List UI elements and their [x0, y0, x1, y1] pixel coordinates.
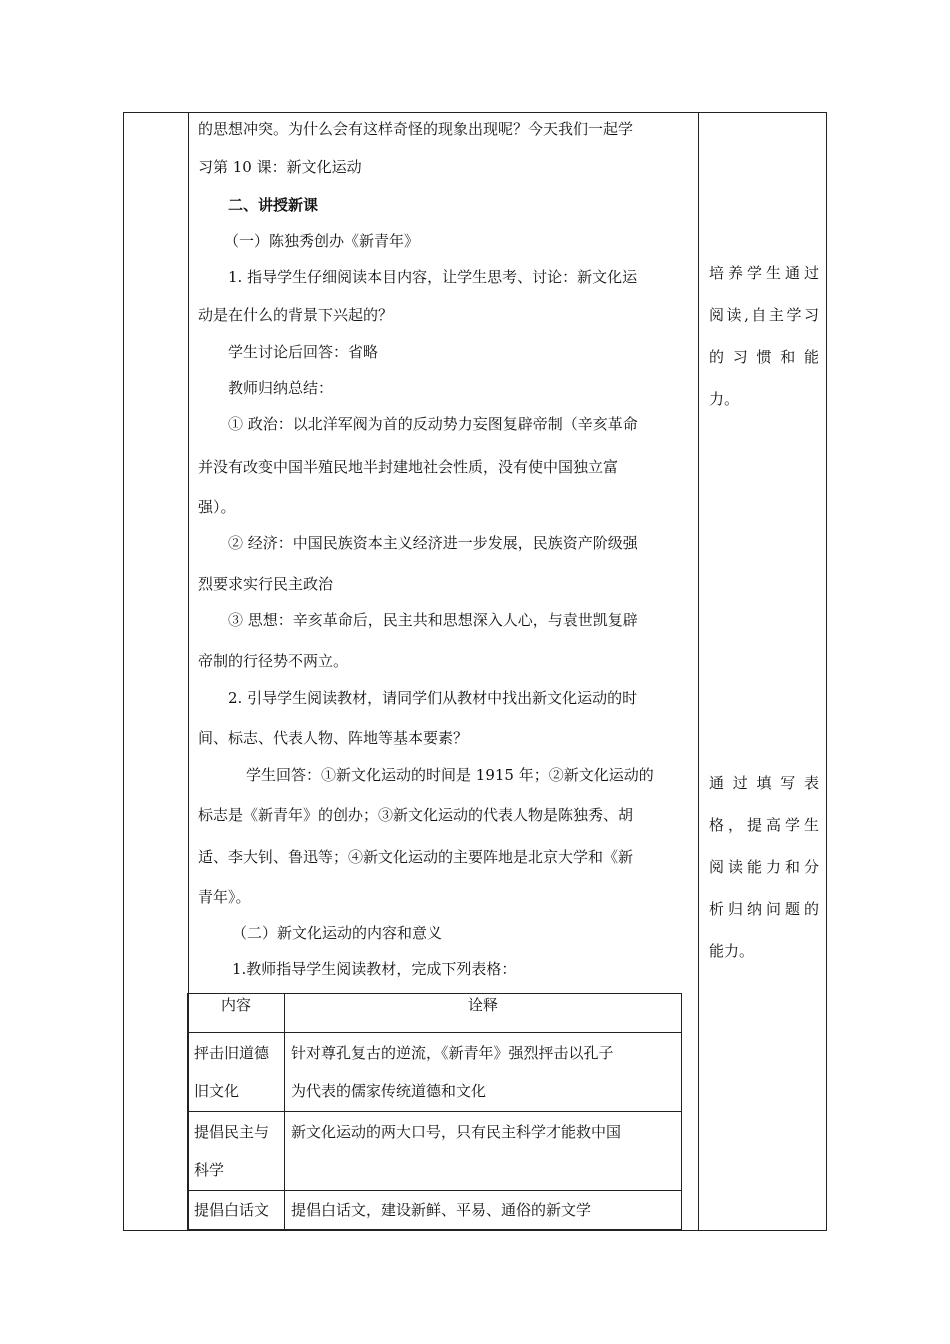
- content-line: 1. 指导学生仔细阅读本目内容，让学生思考、讨论：新文化运: [228, 268, 638, 286]
- header-content: 内容: [188, 994, 285, 1033]
- content-line: ① 政治：以北洋军阀为首的反动势力妄图复辟帝制（辛亥革命: [228, 415, 638, 433]
- header-interpretation: 诠释: [285, 994, 682, 1033]
- subsection-heading: （二）新文化运动的内容和意义: [232, 924, 443, 942]
- row-label: 提倡民主与: [194, 1123, 270, 1141]
- content-line: 学生回答：①新文化运动的时间是 1915 年；②新文化运动的: [246, 766, 654, 784]
- content-line: 帝制的行径势不两立。: [198, 652, 349, 670]
- subsection-heading: （一）陈独秀创办《新青年》: [224, 232, 420, 250]
- note-line: 能力。: [709, 942, 755, 960]
- content-line: 1.教师指导学生阅读教材，完成下列表格：: [232, 960, 517, 978]
- content-line: 青年》。: [198, 888, 251, 906]
- row-label: 科学: [194, 1161, 225, 1179]
- content-line: 教师归纳总结：: [228, 379, 334, 397]
- content-line: 动是在什么的背景下兴起的？: [198, 306, 394, 324]
- content-line: 2. 引导学生阅读教材，请同学们从教材中找出新文化运动的时: [228, 689, 638, 707]
- table-row: [188, 1112, 682, 1191]
- content-interpretation-table: [187, 993, 682, 1230]
- note-line: 通 过 填 写 表: [709, 774, 819, 792]
- row-text: 新文化运动的两大口号，只有民主科学才能救中国: [291, 1123, 622, 1141]
- row-label: 抨击旧道德: [194, 1044, 270, 1062]
- section-heading: 二、讲授新课: [228, 196, 319, 214]
- note-line: 的 习 惯 和 能: [709, 348, 819, 366]
- table-row: [188, 1191, 682, 1230]
- content-line: 学生讨论后回答：省略: [228, 343, 379, 361]
- content-line: ② 经济：中国民族资本主义经济进一步发展，民族资产阶级强: [228, 534, 638, 552]
- note-line: 培养学生通过: [709, 264, 819, 282]
- content-line: 并没有改变中国半殖民地半封建地社会性质，没有使中国独立富: [198, 458, 619, 476]
- note-line: 力。: [709, 390, 740, 408]
- content-line: 习第 10 课：新文化运动: [198, 158, 362, 176]
- content-line: 适、李大钊、鲁迅等；④新文化运动的主要阵地是北京大学和《新: [198, 848, 634, 866]
- note-line: 阅读,自主学习: [709, 306, 819, 324]
- column-divider-right: [698, 113, 699, 1230]
- content-line: 间、标志、代表人物、阵地等基本要素？: [198, 729, 469, 747]
- row-text: 针对尊孔复古的逆流，《新青年》强烈抨击以孔子: [291, 1044, 614, 1062]
- note-line: 阅读能力和分: [709, 858, 819, 876]
- content-line: 烈要求实行民主政治: [198, 575, 334, 593]
- row-label: 旧文化: [194, 1082, 240, 1100]
- row-text: 提倡白话文，建设新鲜、平易、通俗的新文学: [291, 1201, 592, 1219]
- content-line: 的思想冲突。为什么会有这样奇怪的现象出现呢？今天我们一起学: [198, 120, 634, 138]
- note-line: 格，提高学生: [709, 816, 819, 834]
- content-line: 强）。: [198, 498, 236, 516]
- table-row: [188, 1033, 682, 1112]
- content-line: 标志是《新青年》的创办；③新文化运动的代表人物是陈独秀、胡: [198, 806, 634, 824]
- row-label: 提倡白话文: [194, 1201, 270, 1219]
- content-line: ③ 思想：辛亥革命后，民主共和思想深入人心，与袁世凯复辟: [228, 611, 638, 629]
- row-text: 为代表的儒家传统道德和文化: [291, 1082, 487, 1100]
- note-line: 析归纳问题的: [709, 900, 819, 918]
- table-header-row: [188, 994, 682, 1033]
